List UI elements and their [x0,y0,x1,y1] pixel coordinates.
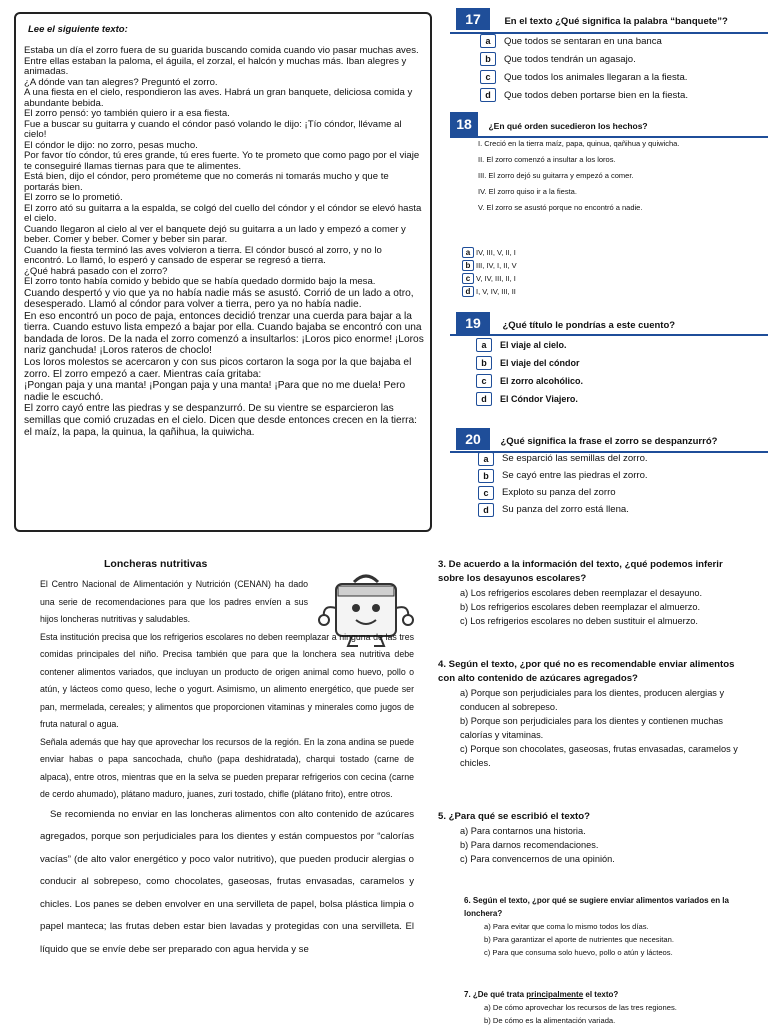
event-item: II. El zorro comenzó a insultar a los loros. [478,155,616,164]
option-letter: b [480,52,496,66]
option-letter: c [462,273,474,284]
story-paragraph: El zorro se lo prometió. [24,192,123,203]
option-letter: a [478,452,494,466]
option-c[interactable] [480,68,760,86]
option-c[interactable] [476,372,676,390]
story-paragraph: Entre ellas estaban la paloma, el águila, el zorzal, el halcón y muchas más. Iban alegres y animadas. [24,55,407,77]
option-b[interactable]: b) Para darnos recomendaciones. [460,840,599,850]
option-text: Que todos tendrán un agasajo. [504,53,636,65]
option-text: Que todos los animales llegaran a la fiesta. [504,71,688,83]
event-item: V. El zorro se asustó porque no encontró a nadie. [478,203,643,212]
story-paragraph: El zorro pensó: yo también quiero ir a esa fiesta. [24,108,230,119]
story-paragraph: El cóndor le dijo: no zorro, pesas mucho. [24,139,198,151]
story-box [14,12,432,532]
option-text: Se cayó entre las piedras el zorro. [502,470,648,481]
option-text: El Cóndor Viajero. [500,394,578,404]
q18-options [462,246,662,298]
article-paragraph: Se recomienda no enviar en las loncheras alimentos con alto contenido de azúcares agregados, porque son perjudiciales para los dientes y están compuestos por “calorías vacías” (de alto valor energético y poco valor nutritivo), que pueden producir alergias o conducir al sobrepeso, como chocolates, gaseosas, frutas envasadas, caramelos y chicles. Los panes se deben envolver en una servilleta de papel, bolsa plástica limpia o papel manteca; las frutas deben estar bien lavadas y protegidas con una servilleta. El líquido que se envíe debe ser preparado con agua hervida y se [40,808,414,955]
option-letter: b [462,260,474,271]
option-b[interactable]: b) Porque son perjudiciales para los dientes y contienen muchas calorías y vitaminas. [460,716,724,740]
q19-options [476,336,676,408]
option-text: Exploto su panza del zorro [502,487,616,498]
option-letter: d [462,286,474,297]
option-text: El viaje al cielo. [500,340,567,350]
option-letter: a [462,247,474,258]
question-text: En el texto ¿Qué significa la palabra “banquete”? [504,16,728,27]
question-17 [456,8,728,30]
story-paragraph: El zorro ató su guitarra a la espalda, se colgó del cuello del cóndor y el cóndor se elevó hasta el cielo. [24,202,422,224]
option-letter: c [478,486,494,500]
story-paragraph: Estaba un día el zorro fuera de su guarida buscando comida cuando vio pasar muchas aves. [24,45,419,56]
story-heading: Lee el siguiente texto: [28,24,128,35]
option-letter: d [480,88,496,102]
option-a[interactable]: a) Para contarnos una historia. [460,826,586,836]
option-letter: d [478,503,494,517]
option-text: Que todos se sentaran en una banca [504,35,662,47]
question-6 [464,894,752,959]
option-text: V, IV, III, II, I [476,274,516,283]
question-7 [464,988,752,1027]
question-19 [456,312,675,334]
article-body [40,576,414,961]
option-c[interactable] [462,272,662,285]
article-paragraph: El Centro Nacional de Alimentación y Nutrición (CENAN) ha dado una serie de recomendaciones para que los padres envíen a sus hijos loncheras nutritivas y saludables. [40,579,308,624]
article-paragraph: Esta institución precisa que los refrigerios escolares no deben reemplazar a ninguna de las tres comidas principales del niño. Precisa también que para que la lonchera sea nutritiva debe contener alimentos variados, que incluyan un producto de origen animal como huevo, pollo o atún, y lácteos como queso, leche o yogurt. Asimismo, un alimento energético, que puede ser pan, mermelada, cereales; y alimentos que proporcionen vitaminas y minerales como jugos de fruta natural o agua. [40,631,414,729]
story-paragraph: Cuando despertó y vio que ya no había nadie más se asustó. Corrió de un lado a otro, desesperado. Llamó al cóndor para volver a tierra, pero ya no había nadie. [24,287,414,311]
question-text: 6. Según el texto, ¿por qué se sugiere enviar alimentos variados en la lonchera? [464,896,729,918]
question-number: 19 [456,312,490,334]
question-number: 18 [450,112,478,136]
question-number: 17 [456,8,490,30]
option-b[interactable]: b) De cómo es la alimentación variada. [484,1016,616,1025]
option-a[interactable] [480,32,760,50]
option-b[interactable]: b) Para garantizar el aporte de nutrientes que necesitan. [484,935,674,944]
option-text: El viaje del cóndor [500,358,580,368]
option-b[interactable] [478,467,758,484]
option-letter: a [476,338,492,352]
option-text: Se esparció las semillas del zorro. [502,453,648,464]
question-text: ¿Qué significa la frase el zorro se despanzurró? [500,436,718,447]
question-suffix: el texto? [583,990,619,999]
option-b[interactable] [476,354,676,372]
question-prefix: 7. ¿De qué trata [464,990,527,999]
question-text: 4. Según el texto, ¿por qué no es recomendable enviar alimentos con alto contenido de azúcares agregados? [438,659,735,684]
story-paragraph: ¿Qué habrá pasado con el zorro? [24,265,168,277]
option-b[interactable] [462,259,662,272]
option-d[interactable] [476,390,676,408]
option-text: I, V, IV, III, II [476,287,516,296]
option-c[interactable]: c) Porque son chocolates, gaseosas, frutas envasadas, caramelos y chicles. [460,744,738,768]
article-paragraph: Señala además que hay que aprovechar los recursos de la región. En la zona andina se puede enviar habas o papa sancochada, chuño (papa deshidratada), charqui tostado (carne de alpaca), entre otros, mientras que en la selva se pueden preparar refrigerios con cecina (carne de cerdo ahumado), plátano maduro, juanes, zuri tostado, chifle (plátano frito), entre otros. [40,736,414,799]
question-emphasis: principalmente [526,990,584,999]
story-paragraph: Fue a buscar su guitarra y cuando el cóndor pasó volando le dijo: ¡Tío cóndor, llévame al cielo! [24,118,402,140]
event-item: I. Creció en la tierra maíz, papa, quinua, qañihua y quiwicha. [478,139,680,148]
story-paragraph: El zorro tonto había comido y bebido que se había quedado dormido bajo la mesa. [24,276,376,287]
option-letter: b [478,469,494,483]
q17-options [480,32,760,104]
option-letter: a [480,34,496,48]
question-text: ¿En qué orden sucedieron los hechos? [488,121,648,131]
option-text: Que todos deben portarse bien en la fiesta. [504,89,689,101]
option-d[interactable] [478,501,758,518]
option-d[interactable] [480,86,760,104]
q20-options [478,450,758,518]
question-5 [438,810,748,866]
option-a[interactable]: a) Porque son perjudiciales para los dientes, producen alergias y conducen al sobrepeso. [460,688,725,712]
article-title: Loncheras nutritivas [104,558,208,570]
story-paragraph: El zorro cayó entre las piedras y se despanzurró. De su vientre se esparcieron las semillas que comió cruzadas en el cielo. Dicen que desde entonces crecen en la tierra: el maíz, la papa, la quinua, la qañihua, la quiwicha. [24,403,417,438]
option-letter: b [476,356,492,370]
question-4 [438,658,748,770]
option-a[interactable] [476,336,676,354]
story-body [24,46,424,438]
option-b[interactable]: b) Los refrigerios escolares deben reemplazar el almuerzo. [460,602,701,612]
story-paragraph: Cuando la fiesta terminó las aves volvieron a tierra. El cóndor buscó al zorro, y no lo encontró. Lo llamó, lo esperó y cansado de esperar se regresó a tierra. [24,244,382,266]
option-text: El zorro alcohólico. [500,376,584,386]
q18-events [478,136,763,216]
option-d[interactable] [462,285,662,298]
option-a[interactable]: a) De cómo aprovechar los recursos de las tres regiones. [484,1003,677,1012]
question-3 [438,558,748,628]
story-paragraph: ¿A dónde van tan alegres? Preguntó el zorro. [24,76,218,88]
option-b[interactable] [480,50,760,68]
story-paragraph: Cuando llegaron al cielo al ver el banquete dejó su guitarra a un lado y empezó a comer y beber. Comer y beber. Comer y beber sin parar. [24,223,406,245]
option-c[interactable]: c) Para convencernos de una opinión. [460,854,615,864]
story-paragraph: Por favor tío cóndor, tú eres grande, tú eres fuerte. Yo te prometo que como pago por el viaje te conseguiré llamas tiernas para que te alimentes. [24,150,420,172]
option-a[interactable]: a) Para evitar que coma lo mismo todos los días. [484,922,649,931]
question-text: ¿Qué título le pondrías a este cuento? [502,320,676,331]
question-text: 5. ¿Para qué se escribió el texto? [438,811,590,822]
story-paragraph: En eso encontró un poco de paja, entonces decidió trenzar una cuerda para bajar a la tierra. Cuando estuvo lista empezó a bajar por ella. Cuando bajaba se encontró con una bandada de loros. De la nada el zorro comenzó a insultarlos: ¡Loros pico enorme! ¡Loros nariz ganchuda! ¡Loros rateros de choclo! [24,310,424,357]
option-letter: c [480,70,496,84]
option-letter: d [476,392,492,406]
story-paragraph: ¡Pongan paja y una manta! ¡Pongan paja y una manta! ¡Para que no me duela! Pero nadie le escuchó. [24,380,406,403]
option-text: Su panza del zorro está llena. [502,504,629,515]
story-paragraph: Está bien, dijo el cóndor, pero prométeme que no comerás ni tomarás mucho y que te portarás bien. [24,171,389,193]
option-a[interactable] [478,450,758,467]
option-a[interactable] [462,246,662,259]
story-paragraph: Los loros molestos se acercaron y con sus picos cortaron la soga por la que bajaba el zorro. El zorro empezó a caer. Mientras caía gritaba: [24,357,412,380]
question-number: 20 [456,428,490,450]
story-paragraph: A una fiesta en el cielo, respondieron las aves. Habrá un gran banquete, deliciosa comida y abundante bebida. [24,87,413,109]
question-18 [450,112,648,136]
option-c[interactable] [478,484,758,501]
option-text: III, IV, I, II, V [476,261,517,270]
option-c[interactable]: c) Para que consuma solo huevo, pollo o atún y lácteos. [484,948,673,957]
question-text: 3. De acuerdo a la información del texto, ¿qué podemos inferir sobre los desayunos escolares? [438,559,723,584]
option-c[interactable]: c) Los refrigerios escolares no deben sustituir el almuerzo. [460,616,698,626]
option-text: IV, III, V, II, I [476,248,516,257]
event-item: IV. El zorro quiso ir a la fiesta. [478,187,577,196]
option-a[interactable]: a) Los refrigerios escolares deben reemplazar el desayuno. [460,588,703,598]
question-text [464,988,752,1001]
option-letter: c [476,374,492,388]
event-item: III. El zorro dejó su guitarra y empezó a comer. [478,171,634,180]
question-20 [456,428,717,450]
